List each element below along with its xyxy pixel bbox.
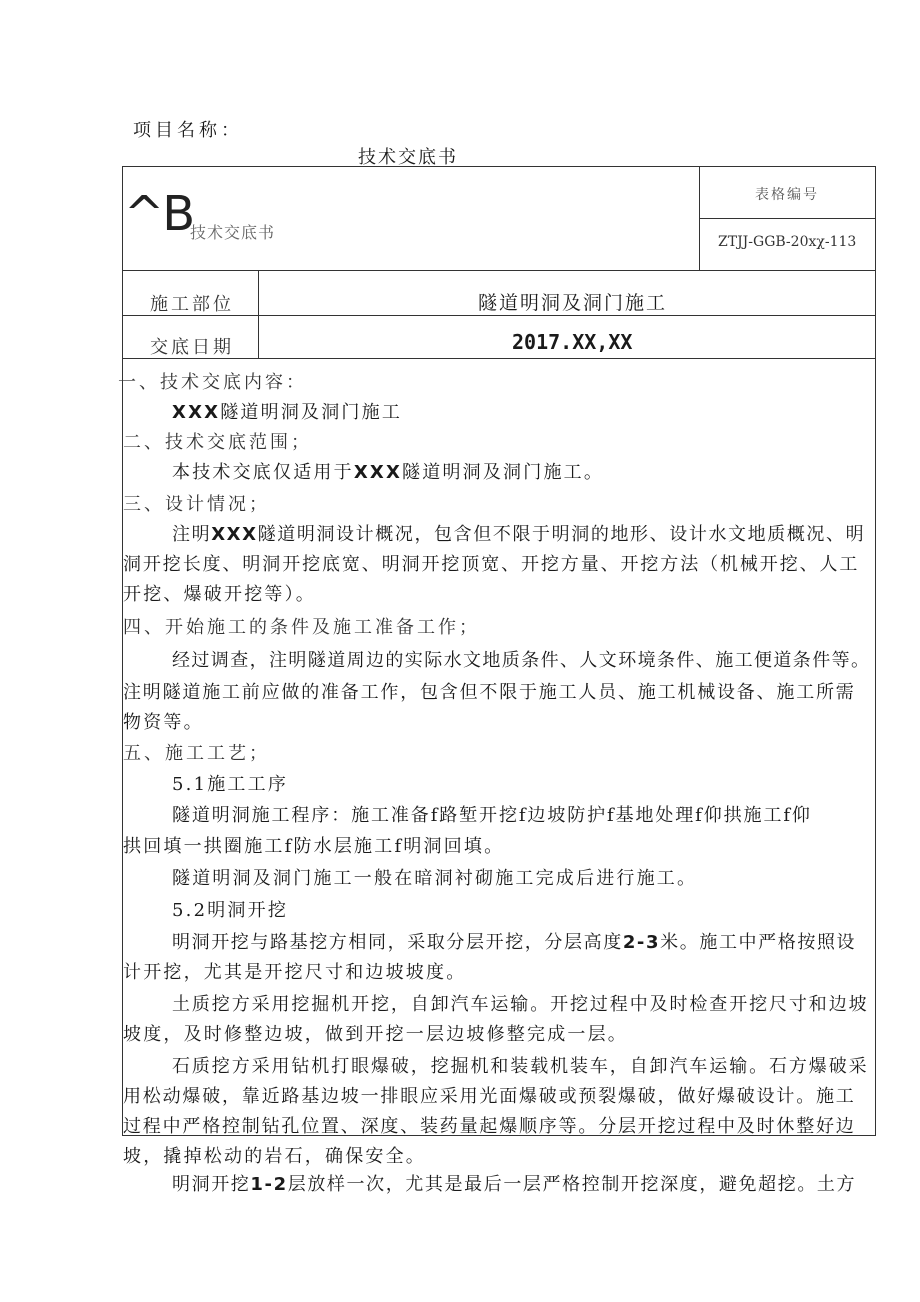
project-name-label: 项目名称： [133, 120, 243, 141]
placeholder-xxx: XXX [353, 462, 403, 483]
form-code-label: 表格编号 [755, 187, 819, 203]
paragraph-line [172, 928, 856, 954]
logo-caption: 技术交底书 [190, 223, 276, 242]
paragraph-line: 隧道明洞施工程序：施工准备f路堑开挖f边坡防护f基地处理f仰拱施工f仰 [172, 805, 812, 826]
subsection-title: 5.2明洞开挖 [172, 900, 289, 921]
construction-site-value: 隧道明洞及洞门施工 [478, 292, 668, 314]
paragraph [172, 398, 402, 424]
text-run: 明洞开挖 [172, 1174, 251, 1195]
number-run: 2-3 [622, 932, 661, 953]
paragraph-line [172, 1170, 856, 1196]
paragraph-line: 过程中严格控制钻孔位置、深度、装药量起爆顺序等。分层开挖过程中及时休整好边 [123, 1116, 856, 1137]
section-heading-conditions: 四、开始施工的条件及施工准备工作； [123, 617, 480, 638]
meta-divider-vertical [258, 270, 259, 358]
placeholder-xxx: XXX [172, 402, 221, 423]
disclosure-date-label: 交底日期 [150, 337, 234, 358]
text-run: 本技术交底仅适用于 [172, 462, 354, 483]
text-run: 隧道明洞及洞门施工。 [402, 462, 605, 483]
number-run: 1-2 [250, 1174, 288, 1195]
text-run: 明洞开挖与路基挖方相同，采取分层开挖，分层高度 [172, 932, 623, 953]
paragraph-line: 坡，撬掉松动的岩石，确保安全。 [123, 1146, 426, 1167]
paragraph [172, 458, 604, 484]
paragraph-line: 用松动爆破，靠近路基边坡一排眼应采用光面爆破或预裂爆破，做好爆破设计。施工 [123, 1086, 856, 1107]
placeholder-xxx: XXX [211, 524, 258, 545]
construction-site-label: 施工部位 [150, 294, 234, 315]
header-bottom-rule [123, 270, 876, 271]
paragraph-line: 坡度，及时修整边坡，做到开挖一层边坡修整完成一层。 [123, 1024, 628, 1045]
paragraph-line: 石质挖方采用钻机打眼爆破，挖掘机和装载机装车，自卸汽车运输。石方爆破采 [172, 1056, 869, 1077]
paragraph-line: 土质挖方采用挖掘机开挖，自卸汽车运输。开挖过程中及时检查开挖尺寸和边坡 [172, 994, 869, 1015]
meta-row-rule [123, 315, 876, 316]
text-run: 层放样一次，尤其是最后一层严格控制开挖深度，避免超挖。土方 [287, 1174, 857, 1195]
text-run: 隧道明洞及洞门施工 [220, 402, 403, 423]
disclosure-date-value: 2017.XX,XX [512, 330, 633, 354]
section-heading-design: 三、设计情况； [123, 494, 270, 515]
document-title: 技术交底书 [358, 147, 458, 168]
form-code-value: ZTJJ-GGB-20xχ-113 [718, 234, 857, 250]
text-run: 注明 [172, 524, 212, 545]
subsection-title: 5.1施工工序 [172, 774, 289, 795]
paragraph-line [172, 520, 865, 546]
section-heading-scope: 二、技术交底范围； [123, 432, 312, 453]
paragraph-line: 开挖、爆破开挖等）。 [123, 584, 316, 605]
paragraph-line: 隧道明洞及洞门施工一般在暗洞衬砌施工完成后进行施工。 [172, 868, 698, 889]
paragraph-line: 计开挖，尤其是开挖尺寸和边坡坡度。 [123, 962, 467, 983]
paragraph-line: 经过调查，注明隧道周边的实际水文地质条件、人文环境条件、施工便道条件等。 [172, 650, 871, 671]
paragraph-line: 拱回填一拱圈施工f防水层施工f明洞回填。 [123, 836, 505, 857]
form-code-divider [699, 218, 876, 219]
paragraph-line: 物资等。 [123, 712, 204, 733]
paragraph-line: 注明隧道施工前应做的准备工作，包含但不限于施工人员、施工机械设备、施工所需 [123, 682, 856, 703]
text-run: 隧道明洞设计概况，包含但不限于明洞的地形、设计水文地质概况、明 [257, 524, 866, 545]
paragraph-line: 洞开挖长度、明洞开挖底宽、明洞开挖顶宽、开挖方量、开挖方法（机械开挖、人工 [123, 554, 860, 575]
meta-bottom-rule [123, 358, 876, 359]
company-logo: ^B [124, 186, 194, 242]
text-run: 米。施工中严格按照设 [660, 932, 857, 953]
section-heading-content: 一、技术交底内容： [118, 372, 307, 393]
section-heading-process: 五、施工工艺； [123, 743, 270, 764]
